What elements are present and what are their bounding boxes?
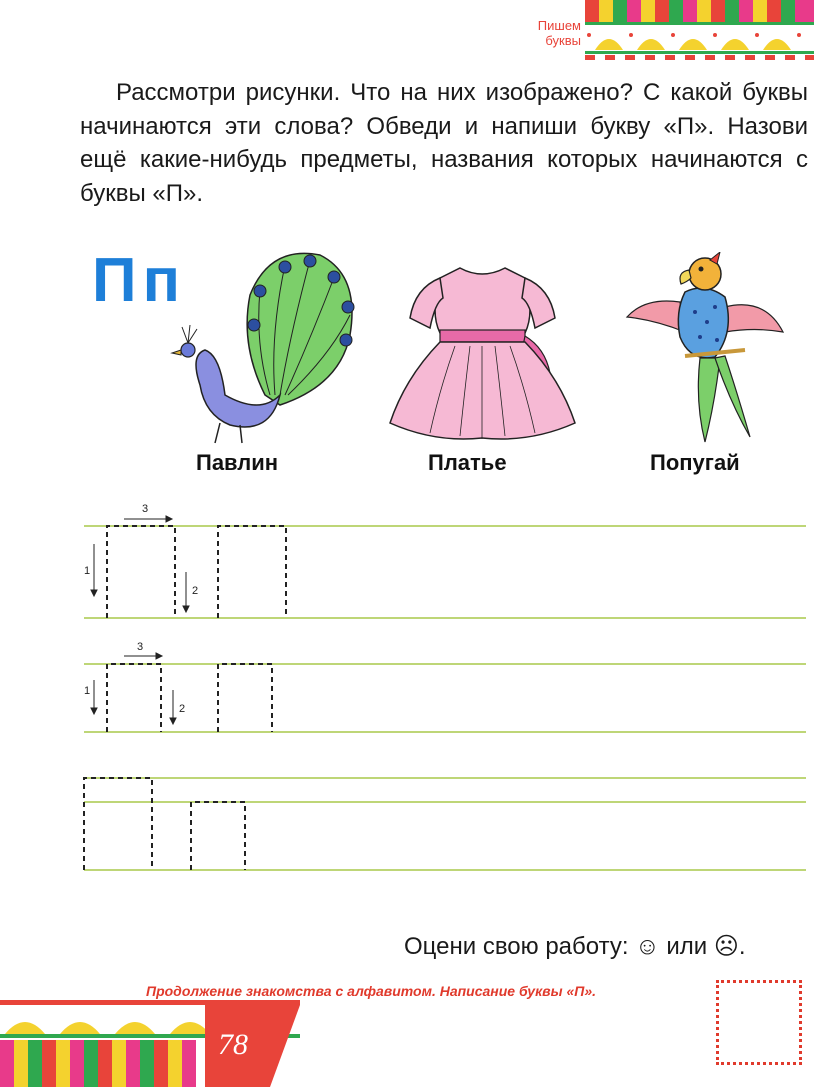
stroke-number: 1	[84, 685, 91, 697]
peacock-illustration	[170, 245, 370, 445]
caption-dress: Платье	[428, 450, 507, 475]
decorative-border-top	[585, 0, 814, 60]
stroke-number: 3	[137, 641, 144, 653]
assessment-box[interactable]	[716, 980, 802, 1065]
instructions-text	[80, 76, 808, 210]
stroke-number: 2	[179, 703, 186, 715]
stroke-number: 1	[84, 565, 91, 577]
caption-parrot: Попугай	[650, 450, 740, 475]
trace-letter-p	[84, 778, 152, 870]
page-number: 78	[218, 1028, 248, 1061]
decorative-border-bottom	[0, 1000, 300, 1087]
letter-heading: Пп	[92, 246, 187, 315]
parrot-illustration	[625, 252, 785, 447]
stroke-number: 3	[142, 503, 149, 515]
trace-letter-p	[107, 664, 161, 732]
instructions-paragraph: Рассмотри рисунки. Что на них изображено? С какой буквы начинаются эти слова? Обведи и напиши букву «П». Назови ещё какие-нибудь предметы, названия которых начинаются с буквы «П».	[80, 79, 808, 207]
caption-peacock: Павлин	[196, 450, 279, 475]
section-label: Пишем буквы	[537, 18, 581, 48]
trace-letter-p-small	[218, 526, 286, 618]
self-assessment-prompt: Оцени свою работу: ☺ или ☹.	[404, 933, 746, 960]
stroke-number: 2	[192, 585, 199, 597]
dress-illustration	[385, 258, 580, 443]
trace-letter-p-small	[191, 802, 245, 870]
footer-note: Продолжение знакомства с алфавитом. Написание буквы «П».	[146, 983, 597, 999]
writing-practice-area	[0, 490, 814, 890]
trace-letter-p	[107, 526, 175, 618]
trace-letter-p-small	[218, 664, 272, 732]
